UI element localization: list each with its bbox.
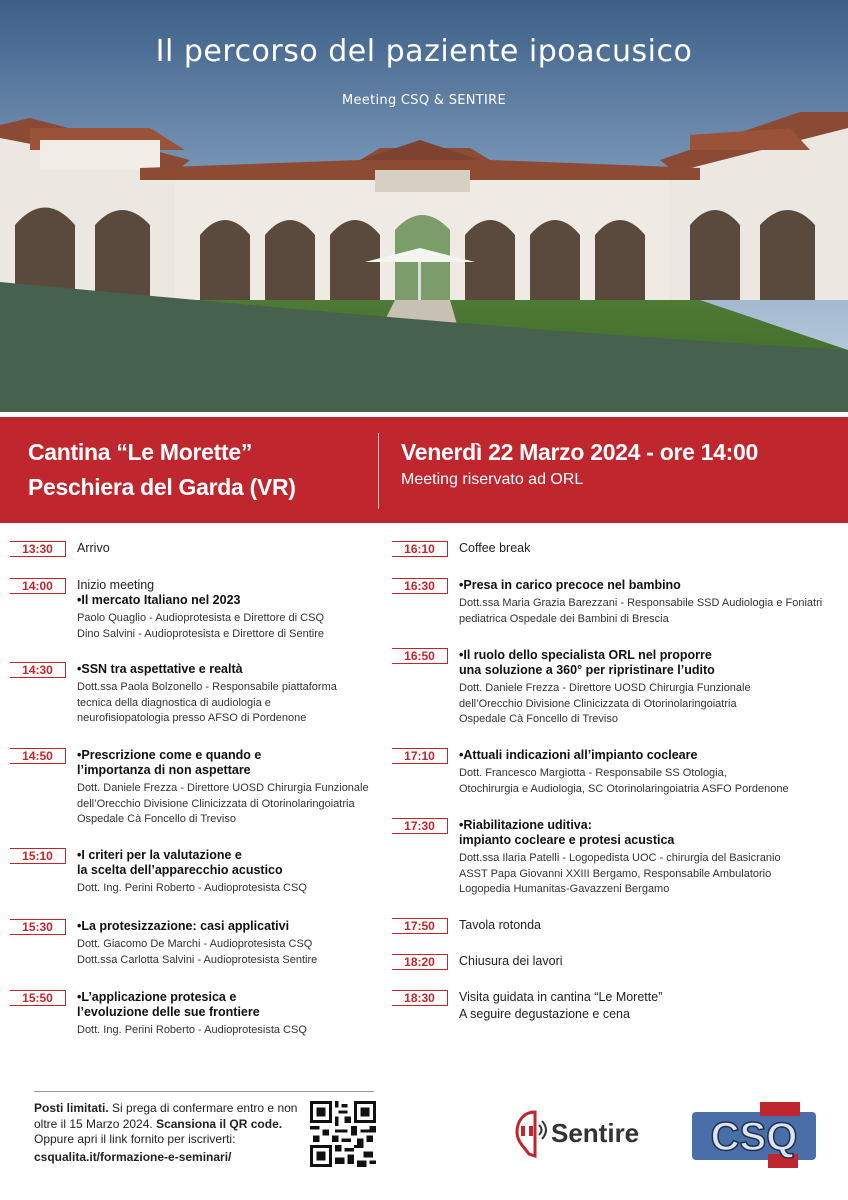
venue-name: Cantina “Le Morette” <box>28 439 253 465</box>
speaker-line: tecnica della diagnostica di audiologia e <box>77 696 271 709</box>
item-title: •La protesizzazione: casi applicativi <box>77 919 290 933</box>
speaker-line: Dott. Francesco Margiotta - Responsabile SS Otologia, <box>459 767 727 779</box>
time-badge: 15:30 <box>10 919 66 935</box>
event-audience: Meeting riservato ad ORL <box>401 471 584 488</box>
band-divider <box>378 433 379 509</box>
speaker-line: Dott.ssa Maria Grazia Barezzani - Responsabile SSD Audiologia e Foniatri <box>459 597 823 609</box>
speaker-line: neurofisiopatologia presso AFSO di Pordenone <box>77 712 307 724</box>
time-badge: 14:30 <box>10 662 66 678</box>
time-badge: 14:50 <box>10 748 66 764</box>
qr-code-icon[interactable] <box>310 1101 376 1167</box>
time-badge: 17:10 <box>392 748 448 764</box>
item-text: Inizio meeting <box>77 578 155 592</box>
item-text: Visita guidata in cantina “Le Morette” <box>459 990 663 1004</box>
csq-mark-icon <box>690 1102 820 1170</box>
speaker-line: Dott.ssa Paola Bolzonello - Responsabile piattaforma <box>77 681 337 693</box>
speaker-line: dell’Orecchio Divisione Clinicizzata di Otorinolaringoiatria <box>77 797 355 810</box>
speaker-line: Dott. Giacomo De Marchi - Audioprotesista CSQ <box>77 938 313 950</box>
speaker-line: Logopedia Humanitas-Gavazzeni Bergamo <box>459 883 670 895</box>
speaker-line: Dott. Daniele Frezza - Direttore UOSD Chirurgia Funzionale <box>77 782 369 794</box>
item-title: impianto cocleare e protesi acustica <box>459 833 675 847</box>
event-date: Venerdì 22 Marzo 2024 - ore 14:00 <box>401 439 759 465</box>
scan-label: Scansiona il QR code. <box>156 1116 283 1131</box>
time-badge: 17:50 <box>392 918 448 934</box>
item-title: •I criteri per la valutazione e <box>77 848 242 862</box>
limited-text: Si prega di confermare entro e non oltre il 15 Marzo 2024. <box>34 1101 298 1131</box>
item-title: •Riabilitazione uditiva: <box>459 818 592 832</box>
speaker-line: Dott. Daniele Frezza - Direttore UOSD Chirurgia Funzionale <box>459 682 751 694</box>
item-title: •SSN tra aspettative e realtà <box>77 662 243 676</box>
speaker-line: Dott.ssa Carlotta Salvini - Audioprotesista Sentire <box>77 953 318 966</box>
item-text: Tavola rotonda <box>459 918 542 932</box>
time-badge: 15:50 <box>10 990 66 1006</box>
limited-label: Posti limitati. <box>34 1101 109 1115</box>
time-badge: 16:30 <box>392 578 448 594</box>
speaker-line: Ospedale Cà Foncello di Treviso <box>459 713 618 725</box>
item-text: A seguire degustazione e cena <box>459 1007 630 1021</box>
item-title: •Prescrizione come e quando e <box>77 748 262 762</box>
time-badge: 13:30 <box>10 541 66 557</box>
venue-place: Peschiera del Garda (VR) <box>28 474 296 500</box>
time-badge: 16:10 <box>392 541 448 557</box>
item-title: •L’applicazione protesica e <box>77 990 237 1004</box>
speaker-line: Dino Salvini - Audioprotesista e Direttore di Sentire <box>77 627 325 640</box>
item-title: una soluzione a 360° per ripristinare l’udito <box>459 663 715 677</box>
registration-link[interactable]: csqualita.it/formazione-e-seminari/ <box>34 1150 232 1164</box>
speaker-line: Dott.ssa Ilaria Patelli - Logopedista UOC - chirurgia del Basicranio <box>459 852 781 864</box>
speaker-line: Ospedale Cà Foncello di Treviso <box>77 813 236 825</box>
speaker-line: Paolo Quaglio - Audioprotesista e Direttore di CSQ <box>77 612 325 624</box>
speaker-line: Dott. Ing. Perini Roberto - Audioprotesista CSQ <box>77 1024 307 1036</box>
item-title: •Attuali indicazioni all’impianto cocleare <box>459 748 698 762</box>
speaker-line: pediatrica Ospedale dei Bambini di Brescia <box>459 612 669 625</box>
speaker-line: ASST Papa Giovanni XXIII Bergamo, Responsabile Ambulatorio <box>459 867 772 880</box>
time-badge: 18:20 <box>392 954 448 970</box>
item-text: Arrivo <box>77 541 110 555</box>
sentire-logo-text: Sentire <box>551 1118 640 1148</box>
csq-logo-text: CSQ <box>710 1115 798 1159</box>
speaker-line: dell’Orecchio Divisione Clinicizzata di Otorinolaringoiatria <box>459 697 737 710</box>
time-badge: 15:10 <box>10 848 66 864</box>
page-title: Il percorso del paziente ipoacusico <box>155 34 693 69</box>
item-title: la scelta dell’apparecchio acustico <box>77 863 283 877</box>
event-info-band <box>0 417 848 523</box>
item-title: •Il mercato Italiano nel 2023 <box>77 593 241 607</box>
item-title: l’evoluzione delle sue frontiere <box>77 1005 260 1019</box>
item-title: •Il ruolo dello specialista ORL nel proporre <box>459 648 712 662</box>
item-title: •Presa in carico precoce nel bambino <box>459 578 681 592</box>
item-text: Chiusura dei lavori <box>459 954 563 968</box>
time-badge: 18:30 <box>392 990 448 1006</box>
speaker-line: Dott. Ing. Perini Roberto - Audioprotesista CSQ <box>77 882 307 894</box>
csq-logo <box>690 1102 820 1170</box>
footer-divider <box>34 1091 374 1092</box>
item-text: Coffee break <box>459 541 531 555</box>
sentire-logo <box>515 1108 665 1160</box>
alt-text: Oppure apri il link fornito per iscriverti: <box>34 1132 236 1146</box>
time-badge: 16:50 <box>392 648 448 664</box>
registration-note <box>34 1101 314 1148</box>
page-subtitle: Meeting CSQ & SENTIRE <box>341 93 507 108</box>
item-title: l’importanza di non aspettare <box>77 763 251 777</box>
hero-banner <box>0 0 848 412</box>
time-badge: 14:00 <box>10 578 66 594</box>
speaker-line: Otochirurgia e Audiologia, SC Otorinolaringoiatria ASFO Pordenone <box>459 782 789 795</box>
time-badge: 17:30 <box>392 818 448 834</box>
sentire-mark-icon <box>515 1108 665 1160</box>
